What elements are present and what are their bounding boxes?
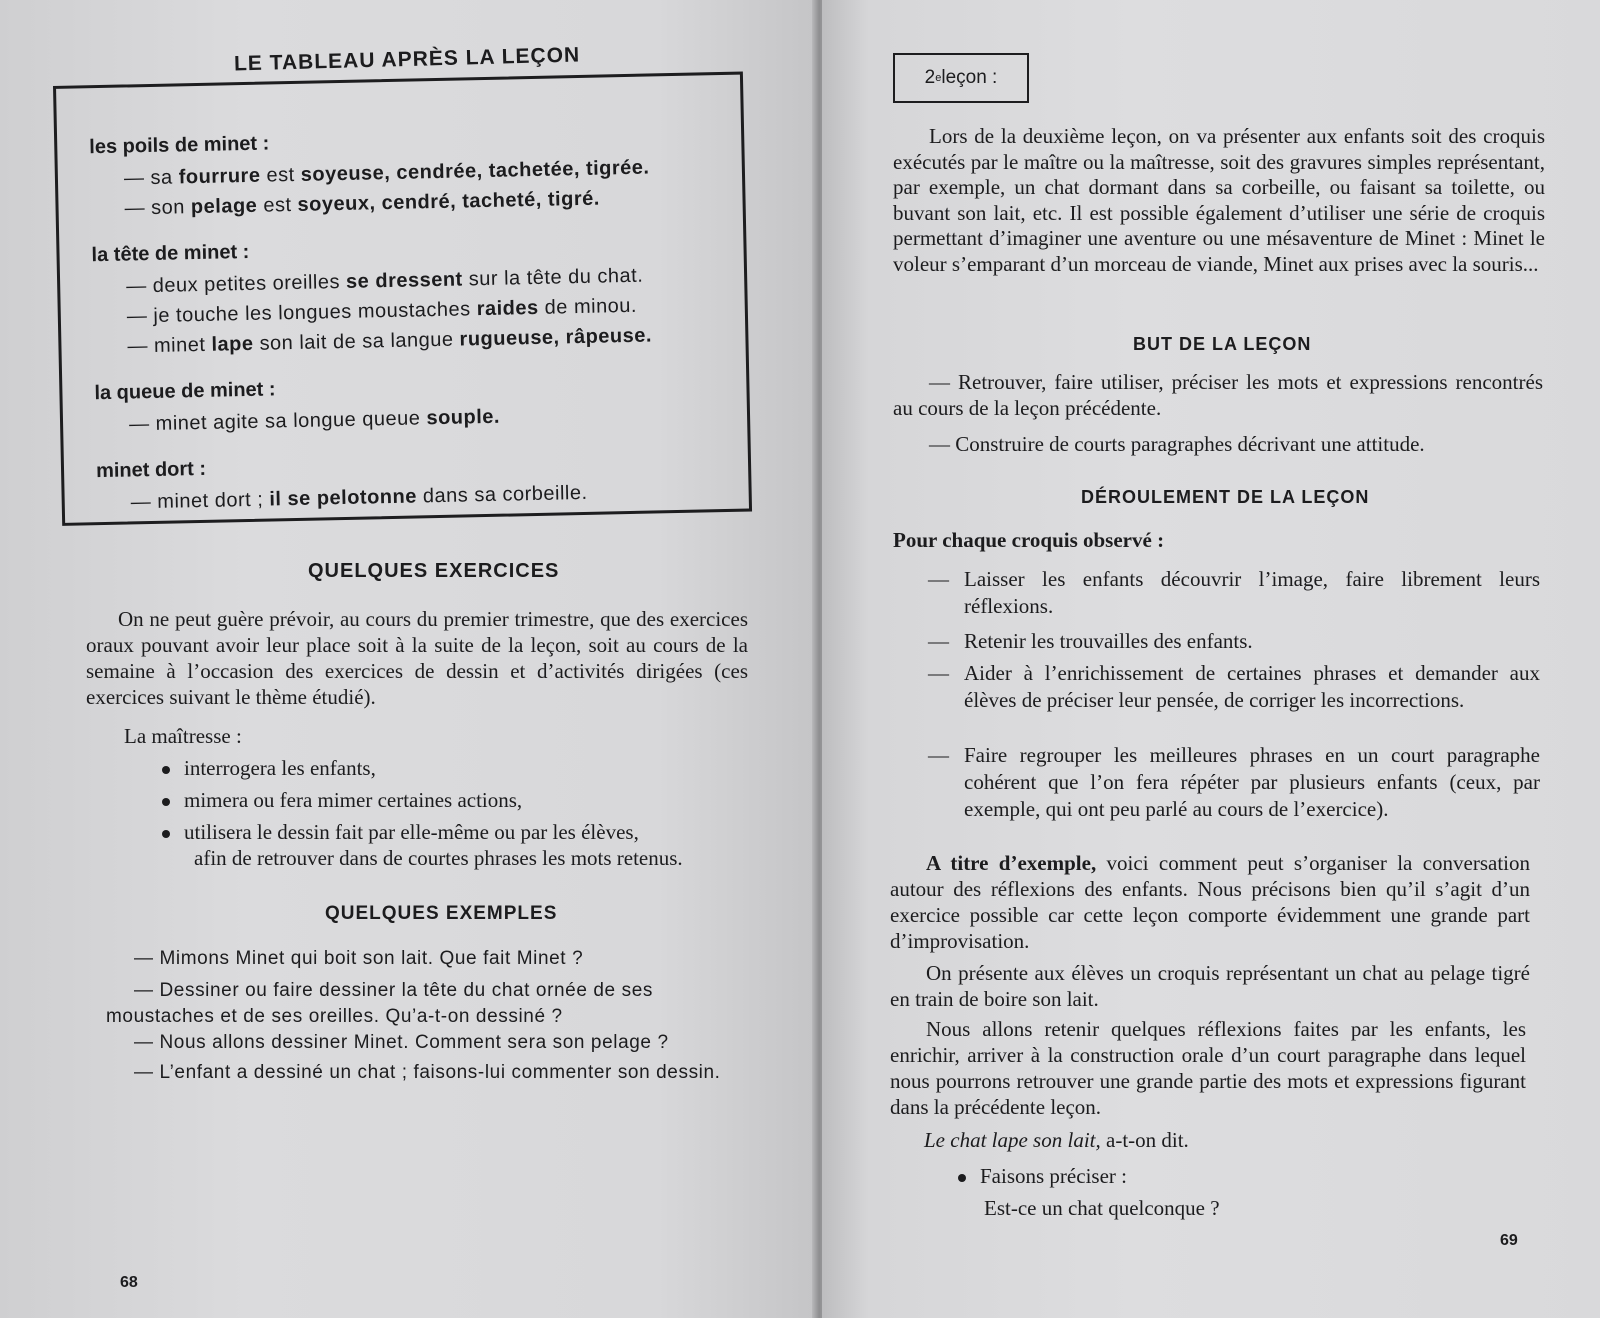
bold-term: pelage	[190, 194, 258, 219]
bullet-dot	[162, 798, 170, 806]
text-segment: est	[257, 193, 298, 217]
bold-term: raides	[476, 296, 539, 321]
bullet-text: interrogera les enfants,	[184, 756, 376, 780]
page-number-right: 69	[1500, 1232, 1518, 1249]
bold-term: rugueuse, râpeuse.	[459, 324, 653, 351]
text-segment: — deux petites oreilles	[125, 270, 347, 298]
but-item: — Construire de courts paragraphes décrivant une attitude.	[929, 432, 1425, 456]
on-presente-paragraph: On présente aux élèves un croquis représentant un chat au pelage tigré en train de boire son lait.	[890, 961, 1530, 1011]
dash-list-item	[928, 660, 1540, 744]
board-section-title: minet dort :	[95, 457, 207, 483]
dash-list-item	[928, 742, 1540, 826]
example-line: — Dessiner ou faire dessiner la tête du chat ornée de ses	[134, 980, 653, 1001]
bullet-text: mimera ou fera mimer certaines actions,	[184, 788, 523, 812]
text-segment: — minet agite sa longue queue	[128, 407, 427, 436]
dash-list-item	[928, 628, 1540, 656]
bold-term: souple.	[426, 405, 501, 430]
dash-mark: —	[928, 567, 949, 591]
but-heading: BUT DE LA LEÇON	[1133, 334, 1312, 354]
faisons-item	[958, 1164, 1127, 1189]
text-segment: dans sa corbeille.	[416, 481, 588, 508]
intro-paragraph: Lors de la deuxième leçon, on va présenter aux enfants soit des croquis exécutés par le maître ou la maîtresse, soit des gravures simples représentant, par exemple, un chat dormant dans sa corbeille, ou faisant sa toilette, ou buvant son lait, etc. Il est possible également d’utiliser une série de croquis permettant d’imaginer une aventure ou une mésaventure de Minet : Minet le voleur s’emparant d’un morceau de viande, Minet aux prises avec la souris...	[893, 124, 1545, 276]
board-line	[131, 482, 588, 515]
but-item: — Retrouver, faire utiliser, préciser les mots et expressions rencontrés au cours de la leçon précédente.	[893, 370, 1543, 420]
maitresse-label: La maîtresse :	[124, 724, 242, 748]
text-segment: — minet dort ;	[130, 488, 270, 514]
bullet-dot	[958, 1174, 966, 1182]
page-number-left: 68	[120, 1274, 138, 1291]
a-titre-bold: A titre d’exemple,	[926, 851, 1097, 875]
bullet-continuation: afin de retrouver dans de courtes phrases les mots retenus.	[194, 846, 683, 870]
dash-item-text: Retenir les trouvailles des enfants.	[964, 629, 1253, 653]
bullet-dot	[162, 830, 170, 838]
example-line: — Nous allons dessiner Minet. Comment sera son pelage ?	[134, 1032, 669, 1053]
est-ce-line: Est-ce un chat quelconque ?	[984, 1196, 1220, 1220]
board-line	[129, 406, 500, 437]
bold-term: se dressent	[345, 268, 463, 293]
text-segment: son lait de sa langue	[253, 328, 460, 355]
a-titre-rest: voici comment peut s’organiser la conversation autour des réflexions des enfants. Nous précisons bien qu’il s’agit d’un exercice possible car cette leçon comporte évidemment une grande part d’improvisation.	[890, 851, 1530, 953]
exercises-paragraph: On ne peut guère prévoir, au cours du premier trimestre, que des exercices oraux pouvant avoir leur place soit à la suite de la leçon, soit au cours de la semaine à l’occasion des exercices de dessin et d’activités dirigées (ces exercices suivant le thème étudié).	[86, 607, 748, 709]
board-line	[124, 188, 600, 221]
example-line: moustaches et de ses oreilles. Qu’a-t-on dessiné ?	[106, 1006, 563, 1027]
bold-term: lape	[211, 332, 254, 356]
board-heading: LE TABLEAU APRÈS LA LEÇON	[233, 43, 581, 76]
text-segment: de minou.	[538, 294, 638, 319]
bold-term: il se pelotonne	[269, 485, 418, 511]
text-segment: — minet	[127, 333, 212, 358]
lesson-label-box	[893, 53, 1029, 103]
bullet-text: utilisera le dessin fait par elle-même ou par les élèves,	[184, 820, 639, 844]
right-page	[822, 0, 1600, 1318]
text-segment: sur la tête du chat.	[462, 264, 644, 291]
dash-mark: —	[928, 661, 949, 685]
bullet-item	[162, 820, 639, 845]
board-section-title: la tête de minet :	[91, 240, 250, 267]
le-chat-italic: Le chat lape son lait,	[924, 1128, 1101, 1152]
bold-term: soyeuse, cendrée, tachetée, tigrée.	[300, 156, 650, 186]
lesson-number: 2	[924, 67, 936, 88]
blackboard-summary-box	[53, 72, 752, 526]
bold-term: soyeux, cendré, tacheté, tigré.	[297, 187, 601, 216]
lesson-label-text: leçon :	[941, 67, 998, 88]
bullet-dot	[162, 766, 170, 774]
dash-item-text: Aider à l’enrichissement de certaines phrases et demander aux élèves de préciser leur pensée, de corriger les incorrections.	[964, 661, 1540, 712]
examples-heading: QUELQUES EXEMPLES	[325, 903, 558, 924]
dash-item-text: Faire regrouper les meilleures phrases en un court paragraphe cohérent que l’on fera répéter par plusieurs enfants (ceux, par exemple, qui ont peu parlé au cours de l’exercice).	[964, 743, 1540, 821]
dash-mark: —	[928, 629, 949, 653]
lesson-superscript: e	[935, 72, 942, 84]
faisons-text: Faisons préciser :	[980, 1164, 1127, 1188]
text-segment: — son	[124, 196, 192, 220]
le-chat-rest: a-t-on dit.	[1100, 1128, 1189, 1152]
deroulement-heading: DÉROULEMENT DE LA LEÇON	[1081, 487, 1370, 507]
nous-allons-paragraph: Nous allons retenir quelques réflexions faites par les enfants, les enrichir, arriver à la construction orale d’un court paragraphe dans lequel nous pourrons retrouver une grande partie des mots et expressions figurant dans la précédente leçon.	[890, 1017, 1526, 1119]
example-line: — Mimons Minet qui boit son lait. Que fait Minet ?	[134, 948, 584, 969]
text-segment: — je touche les longues moustaches	[126, 298, 477, 328]
dash-list-item	[928, 566, 1540, 622]
board-line	[124, 157, 650, 191]
example-line: — L’enfant a dessiné un chat ; faisons-lui commenter son dessin.	[134, 1062, 721, 1083]
text-segment: — sa	[123, 166, 179, 190]
text-segment: est	[260, 163, 301, 187]
example-intro-paragraph	[890, 850, 1530, 954]
board-section-title: la queue de minet :	[94, 378, 276, 405]
bullet-item	[162, 756, 376, 781]
board-section-title: les poils de minet :	[89, 132, 270, 159]
board-line	[127, 325, 652, 359]
bold-term: fourrure	[178, 164, 261, 189]
board-line	[126, 265, 644, 299]
le-chat-line	[924, 1128, 1189, 1153]
exercises-heading: QUELQUES EXERCICES	[308, 560, 560, 582]
dash-mark: —	[928, 743, 949, 767]
dash-item-text: Laisser les enfants découvrir l’image, faire librement leurs réflexions.	[964, 567, 1540, 618]
bullet-item	[162, 788, 522, 813]
board-line	[127, 295, 638, 329]
pour-chaque-label: Pour chaque croquis observé :	[893, 528, 1165, 552]
